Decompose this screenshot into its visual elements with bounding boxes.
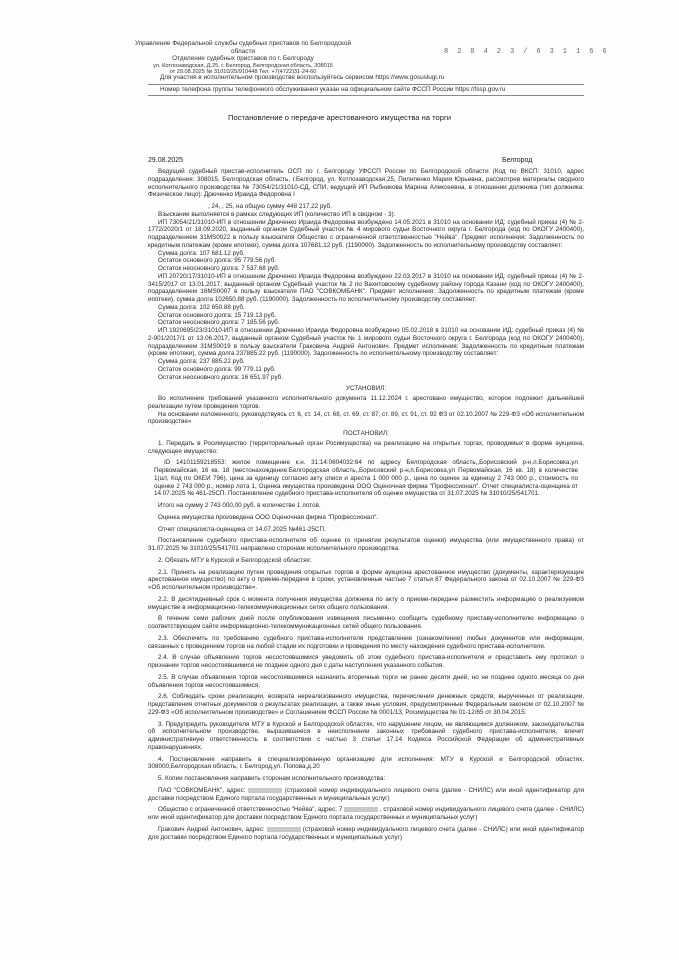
department-header	[118, 40, 368, 76]
paragraph: 2.6. Соблюдать сроки реализации, возврата нереализованного имущества, перечисления денежных средств, вырученных от реализации, представления отчетных документов о результатах реализации, а также иные условия, предусмотренные Федеральным законом от 02.10.2007 № 229-ФЗ «Об исполнительном производстве» и Соглашением ФССП России № 0001/13, Росимущества № 01-12/65 от 30.04.2015.	[148, 693, 584, 716]
paragraph: Остаток основного долга: 15 719.13 руб.	[158, 311, 277, 319]
paragraph: Во исполнение требований указанного исполнительного документа 11.12.2024 г. арестовано имущество, которое подлежит дальнейшей реализации путем проведения торгов.	[148, 395, 584, 410]
recipient-note: (страховой номер индивидуального лицевого счета (далее - СНИЛС) или иной идентификатор для доставки посредством Единого портала государственных и муниципальных услуг)	[148, 825, 585, 841]
recipient-name: Гракович Андрей Антонович, адрес:	[158, 825, 265, 833]
header-line-1: Управление Федеральной службы судебных приставов по Белгородской	[134, 40, 352, 47]
paragraph: 2. Обязать МТУ в Курской и Белгородской областях:	[158, 556, 312, 564]
paragraph: Отчет специалиста-оценщика от 14.07.2025 №461-25СП.	[158, 525, 326, 533]
document-body	[148, 168, 584, 841]
redacted-address	[248, 788, 282, 793]
redacted-address	[267, 827, 301, 832]
paragraph: Взыскание выполняется в рамках следующих ИП (количество ИП в сводном - 3):	[158, 210, 396, 218]
paragraph: 2.3. Обеспечить по требованию судебного пристава-исполнителя представление (ознакомление) любых документов или информации, связанных с проведением торгов на любой стадии их подготовки и проведения по месту нахождения судебного пристава-исполнителя.	[148, 634, 584, 650]
recipient-note: , страховой номер индивидуального лицевого счета (далее - СНИЛС) или иной идентификатор для доставки посредством Единого портала государственных и муниципальных услуг)	[148, 806, 585, 821]
paragraph: 4. Постановление направить в специализированную организацию для исполнения: МТУ в Курской и Белгородской областях, 308000,Белгородская область, г. Белгород,ул. Попова,д.20	[148, 755, 584, 771]
paragraph: , 24, , 25, на общую сумму 448 217,22 руб.	[208, 203, 332, 210]
paragraph: ИП 1920695/23/31010-ИП в отношении Дрюченко Ираида Федоровна возбуждено 05.02.2018 в 31010 на основании ИД: судебный приказ (4) № 2-901/2017/1 от 13.06.2017, выданный органом Судебный участок № 1 мирового судьи Восточного округа г. Белгорода (код по ОКОГУ 2400400), подразделением 31МS0019 в пользу взыскателя Граковича Андрей Антонович. Предмет исполнения: Задолженность по кредитным платежам (кроме ипотеки), сумма долга 237885.22 руб. (1190000). Задолженность по исполнительному производству составляет:	[148, 327, 584, 358]
gosuslugi-note: Для участия в исполнительном производстве воспользуйтесь сервисом https://www.gosuslugi.ru	[160, 74, 445, 81]
redacted-address	[344, 807, 378, 812]
paragraph: Постановление судебного пристава-исполнителя об оценке (о принятии результатов оценки) имущества (или имущественного права) от 31.07.2025 № 31010/25/541701 направлено сторонам исполнительного производства.	[148, 537, 584, 552]
recipient-sovcombank	[148, 787, 584, 803]
paragraph: 2.4. В случае объявления торгов несостоявшимися уведомить об этом судебного пристава-исполнителя и представить ему протокол о признании торгов несостоявшимися не позднее одного дня с даты наступления указанного события.	[148, 654, 584, 669]
divider	[148, 84, 584, 85]
paragraph: 2.2. В десятидневный срок с момента получения имущества должника по акту о приеме-передаче разместить информацию о реализуемом имуществе в информационно-телекоммуникационных сетях общего пользования.	[148, 595, 584, 611]
paragraph: Остаток основного долга: 95 779.56 руб.	[158, 257, 277, 265]
paragraph: Оценка имущества произведена ООО Оценочная фирма "Профессионал".	[158, 513, 378, 521]
recipient-note: (страховой номер индивидуального лицевого счета (далее - СНИЛС) или иной идентификатор для доставки посредством Единого портала государственных и муниципальных услуг)	[148, 786, 584, 802]
paragraph: В течение семи рабочих дней после опубликования извещения письменно сообщить судебному приставу-исполнителю информацию о соответствующем сайте информационно-телекоммуникационных сетей общего пользования.	[148, 615, 584, 630]
header-line-3: Отделение судебных приставов по г. Белгороду	[172, 55, 314, 63]
paragraph: Итого на сумму 2 743 000,00 руб. в количестве 1 лотов.	[158, 502, 321, 509]
paragraph: 1. Передать в Росимущество (территориальный орган Росимущества) на реализацию на открытых торгах, проводимых в форме аукциона, следующее имущество:	[148, 439, 584, 455]
paragraph: Ведущий судебный пристав-исполнитель ОСП по г. Белгороду УФССП России по Белгородской области (Код по ВКСП: 31010, адрес подразделения: 308015, Белгородская область, г.Белгород, ул. Котлозаводская,25, Пилипенко Мария Юрьевна, рассмотрев материалы сводного исполнительного производства № 73054/21/31010-СД, СПИ, ведущий ИП Рыбникова Марина Алексеевна, в отношении должника (тип должника: Физическое лицо): Дрюченко Ираида Федоровна I	[148, 168, 584, 199]
recipient-neiva	[148, 806, 584, 822]
header-line-4: ул. Котлозаводская, Д.25, г. Белгород, Белгородская область, 308015	[153, 62, 333, 69]
phone-note: Номер телефона группы телефонного обслуживания указан на официальном сайте ФССП России https://fssp.gov.ru	[160, 86, 506, 93]
paragraph: 2.1. Принять на реализацию путем проведения открытых торгов в форме аукциона арестованное имущество (документы, характеризующие арестованное имущество) по акту о приеме-передаче в сроки, установленные частью 7 статьи 87 Федерального закона от 02.10.2007 № 229-ФЗ «Об исполнительном производстве».	[148, 568, 584, 591]
paragraph: 5. Копии постановления направить сторонам исполнительного производства:	[158, 775, 386, 782]
recipient-name: Общество с ограниченной ответственностью "Нейва", адрес: 7	[158, 806, 343, 814]
paragraph: ИП 20720/17/31010-ИП в отношении Дрюченко Ираида Федоровна возбуждено 22.03.2017 в 31010 на основании ИД: судебный приказ (4) № 2-3415/2017 от 13.01.2017, выданный органом Судебный участок № 2 по Вахитовскому судебному району города Казани (код по ОКОГУ 2400400), подразделением 16МS0007 в пользу взыскателя ПАО "СОВКОМБАНК". Предмет исполнения: Задолженность по кредитным платежам (кроме ипотеки), сумма долга 102650.88 руб. (1190000). Задолженность по исполнительному производству составляет:	[148, 272, 584, 303]
paragraph: Остаток неосновного долга: 7 185.56 руб.	[158, 319, 280, 327]
header-line-5: от 29.08.2025 № 31010/25/910448 Тел. +7(4722)31-24-60	[169, 69, 317, 76]
ustanovil-heading: УСТАНОВИЛ:	[345, 385, 387, 393]
paragraph: Остаток неосновного долга: 16 651.97 руб.	[158, 373, 284, 381]
paragraph: Остаток неосновного долга: 7 537.68 руб.	[158, 265, 280, 272]
paragraph: Сумма долга: 237 885.22 руб.	[158, 358, 245, 365]
document-city: Белгород	[502, 157, 533, 164]
paragraph: ИП 73054/21/31010-ИП в отношении Дрюченко Ираида Федоровна возбуждено 14.05.2021 в 31010 на основании ИД: судебный приказ (4) № 2-1772/2020/1 от 18.09.2020, выданный органом Судебный участок № 4 мирового судьи Восточного округа г. Белгорода (код по ОКОГУ 2400400), подразделением 31МS0022 в пользу взыскателя Общество с ограниченной ответственностью "Нейва". Предмет исполнения: Задолженность по кредитным платежам (кроме ипотеки), сумма долга 107681.12 руб. (1190000). Задолженность по исполнительному производству составляет:	[148, 218, 584, 249]
paragraph: На основании изложенного, руководствуясь ст. 6, ст. 14, ст. 68, ст. 69, ст. 87, ст. 89, ст. 91, ст. 92 ФЗ от 02.10.2007 № 229-ФЗ «Об исполнительном производстве»	[148, 410, 584, 426]
paragraph: 3. Предупредить руководителя МТУ в Курской и Белгородской областях, что нарушение лицом, не являющимся должником, законодательства об исполнительном производстве, выразившееся в неисполнении законных требований судебного пристава-исполнителя, влечет административную ответственность в соответствии с частью 3 статьи 17.14 Кодекса Российской Федерации об административных правонарушениях.	[148, 720, 584, 751]
paragraph: Остаток основного долга: 99 779.11 руб.	[158, 365, 276, 373]
property-description: ID 14101159218553: жилое помещение к.н. 31:14:0604032:64 по адресу Белгородская область,,Борисовский р-н,п.Борисовка,ул Первомайская, 16 кв. 18 (местонахождение:Белгородская область,,Борисовский р-н,п.Борисовка,ул Первомайская, 16 кв. 18) в количестве 1(шт, Код по ОКЕИ 796), цена за единицу согласно акту описи и ареста 1 000 000 р., цена по оценке за единицу 2 743 000 р., стоимость по оценке 2 743 000 р., номер лота 1, Оценка имущества произведена ООО Оценочная фирма "Профессионал". Отчет специалиста-оценщика от 14.07.2025 № 461-25СП. Постановление судебного пристава-исполнителя об оценке имущества от 31.07.2025 № 31010/25/541701.	[154, 459, 578, 498]
postanovil-heading: ПОСТАНОВИЛ:	[343, 430, 389, 437]
recipient-name: ПАО "СОВКОМБАНК", адрес:	[158, 786, 246, 794]
document-title: Постановление о передаче арестованного имущества на торги	[228, 113, 451, 122]
paragraph: Сумма долга: 107 681.12 руб.	[158, 249, 245, 257]
paragraph: 2.5. В случае объявления торгов несостоявшимися назначить вторичные торги не ранее десяти дней, но не позднее одного месяца со дня объявления торгов несостоявшимися.	[148, 673, 584, 689]
header-line-2: области	[231, 47, 255, 55]
recipient-grakovich	[148, 826, 584, 842]
paragraph: Сумма долга: 102 650.88 руб.	[158, 303, 245, 311]
document-date: 29.08.2025	[148, 157, 184, 164]
barcode-number: 8 2 8 4 2 3 / 6 3 1 1 6 6	[444, 48, 610, 56]
divider	[148, 95, 584, 96]
